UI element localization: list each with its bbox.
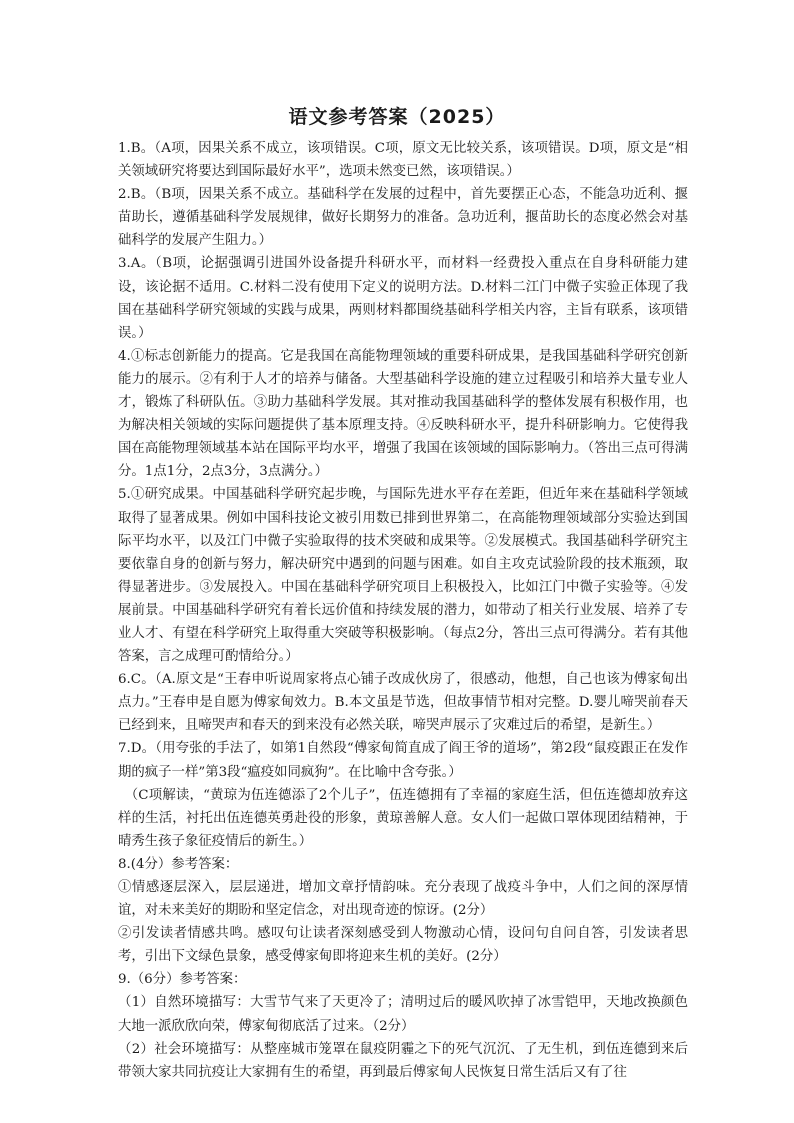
answer-q4: 4.①标志创新能力的提高。它是我国在高能物理领域的重要科研成果，是我国基础科学研究创新能力的展示。②有利于人才的培养与储备。大型基础科学设施的建立过程吸引和培养大量专业人才，锻炼了科研队伍。③助力基础科学发展。其对推动我国基础科学的整体发展有积极作用，也为解决相关领域的实际问题提供了基本原理支持。④反映科研水平，提升科研影响力。它使得我国在高能物理领域基本站在国际平均水平，增强了我国在该领域的国际影响力。（答出三点可得满分。1点1分，2点3分，3点满分。） <box>118 348 688 480</box>
answer-q3: 3.A。（B项，论据强调引进国外设备提升科研水平，而材料一经费投入重点在自身科研能力建设，该论据不适用。C.材料二没有使用下定义的说明方法。D.材料二江门中微子实验正体现了我国在基础科学研究领域的实践与成果，两则材料都围绕基础科学相关内容，主旨有联系，该项错误。） <box>118 256 688 341</box>
answer-q8-header: 8.(4分）参考答案： <box>118 856 239 872</box>
answer-q7-note: （C项解读，“黄琼为伍连德添了2个儿子”，伍连德拥有了幸福的家庭生活，但伍连德却放弃这样的生活，衬托出伍连德英勇赴役的形象，黄琼善解人意。女人们一起做口罩体现团结精神，于晴秀生孩子象征疫情后的新生。） <box>118 787 688 849</box>
answer-q9-header: 9.（6分）参考答案： <box>118 972 247 988</box>
answer-body <box>118 137 688 1084</box>
answer-q1: 1.B。（A项，因果关系不成立，该项错误。C项，原文无比较关系，该项错误。D项，原文是“相关领域研究将要达到国际最好水平”，选项未然变已然，该项错误。） <box>118 141 688 180</box>
answer-q8-point2: ②引发读者情感共鸣。感叹句让读者深刻感受到人物激动心情，设问句自问自答，引发读者思考，引出下文绿色景象，感受傅家甸即将迎来生机的美好。(2分） <box>118 926 688 965</box>
answer-q9-point2: （2）社会环境描写：从整座城市笼罩在鼠疫阴霾之下的死气沉沉、了无生机，到伍连德到来后带领大家共同抗疫让大家拥有生的希望，再到最后傅家甸人民恢复日常生活后又有了往 <box>118 1041 688 1080</box>
answer-q5: 5.①研究成果。中国基础科学研究起步晚，与国际先进水平存在差距，但近年来在基础科学领域取得了显著成果。例如中国科技论文被引用数已排到世界第二，在高能物理领域部分实验达到国际平均水平，以及江门中微子实验取得的技术突破和成果等。②发展模式。我国基础科学研究主要依靠自身的创新与努力，解决研究中遇到的问题与困难。如自主攻克试验阶段的技术瓶颈，取得显著进步。③发展投入。中国在基础科学研究项目上积极投入，比如江门中微子实验等。④发展前景。中国基础科学研究有着长远价值和持续发展的潜力，如带动了相关行业发展、培养了专业人才、有望在科学研究上取得重大突破等积极影响。（每点2分，答出三点可得满分。若有其他答案，言之成理可酌情给分。） <box>118 487 688 665</box>
answer-q8-point1: ①情感逐层深入，层层递进，增加文章抒情韵味。充分表现了战疫斗争中，人们之间的深厚情谊，对未来美好的期盼和坚定信念，对出现奇迹的惊讶。(2分） <box>118 880 688 919</box>
answer-q9-point1: （1）自然环境描写：大雪节气来了天更冷了；清明过后的暖风吹掉了冰雪铠甲，天地改换颜色大地一派欣欣向荣，傅家甸彻底活了过来。（2分） <box>118 995 688 1034</box>
answer-q6: 6.C。（A.原文是“王春申听说周家将点心铺子改成伙房了，很感动，他想，自己也该为傅家甸出点力。”王春申是自愿为傅家甸效力。B.本文虽是节选，但故事情节相对完整。D.婴儿啼哭前春天已经到来，且啼哭声和春天的到来没有必然关联，啼哭声展示了灾难过后的希望，是新生。） <box>118 672 688 734</box>
answer-q2: 2.B。（B项，因果关系不成立。基础科学在发展的过程中，首先要摆正心态，不能急功近利、揠苗助长，遵循基础科学发展规律，做好长期努力的准备。急功近利，揠苗助长的态度必然会对基础科学的发展产生阻力。） <box>118 187 688 249</box>
page-title: 语文参考答案（2025） <box>288 106 506 128</box>
answer-q7: 7.D。（用夸张的手法了，如第1自然段“傅家甸简直成了阎王爷的道场”，第2段“鼠疫跟正在发作期的疯子一样”第3段“瘟疫如同疯狗”。在比喻中含夸张。） <box>118 741 688 780</box>
